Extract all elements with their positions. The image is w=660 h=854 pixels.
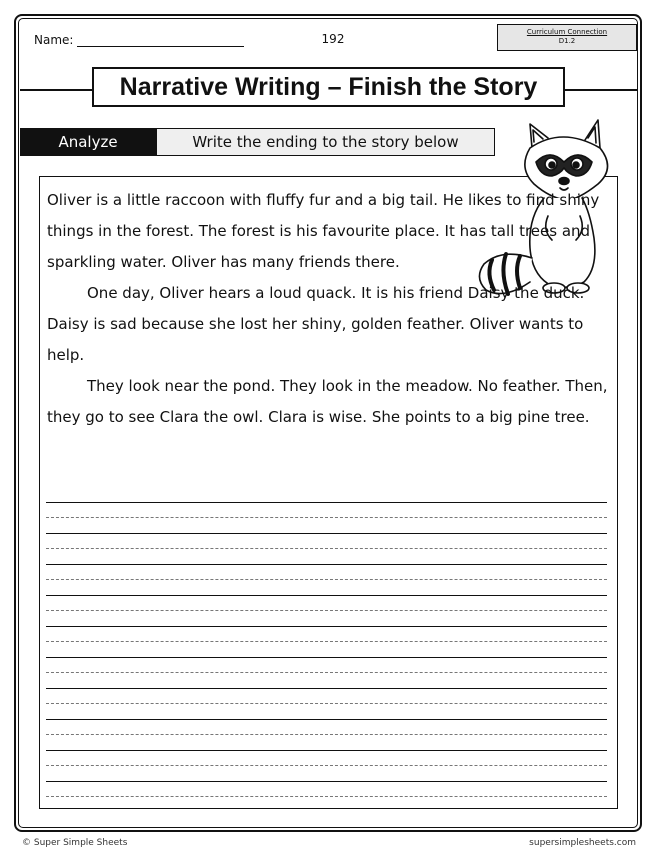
writing-line[interactable] <box>46 688 607 719</box>
writing-line-dashed <box>46 641 607 642</box>
story-paragraph-2: One day, Oliver hears a loud quack. It is his friend Daisy the duck. Daisy is sad because she lost her shiny, golden feather. Oliver wants to help. <box>47 284 585 364</box>
writing-line[interactable] <box>46 595 607 626</box>
curriculum-connection-title: Curriculum Connection <box>526 28 608 36</box>
curriculum-code: D1.2 <box>558 37 576 45</box>
writing-line[interactable] <box>46 626 607 657</box>
title-rule-left <box>20 89 92 91</box>
writing-line-solid <box>46 564 607 565</box>
writing-line-dashed <box>46 796 607 797</box>
page-title: Narrative Writing – Finish the Story <box>92 67 565 107</box>
writing-line-solid <box>46 750 607 751</box>
writing-line[interactable] <box>46 657 607 688</box>
writing-line-solid <box>46 595 607 596</box>
writing-line-solid <box>46 688 607 689</box>
writing-area[interactable] <box>46 502 607 812</box>
writing-line-solid <box>46 502 607 503</box>
writing-line-solid <box>46 719 607 720</box>
writing-line-dashed <box>46 579 607 580</box>
writing-line-solid <box>46 657 607 658</box>
task-label: Analyze <box>20 128 156 156</box>
name-label: Name: <box>34 33 74 47</box>
writing-line-solid <box>46 781 607 782</box>
writing-line[interactable] <box>46 564 607 595</box>
story-paragraph-3: They look near the pond. They look in the meadow. No feather. Then, they go to see Clara the owl. Clara is wise. She points to a big pine tree. <box>47 377 608 426</box>
writing-line-dashed <box>46 610 607 611</box>
title-rule-right <box>565 89 637 91</box>
writing-line[interactable] <box>46 750 607 781</box>
task-instruction: Write the ending to the story below <box>156 128 495 156</box>
story-text <box>47 185 610 433</box>
writing-line[interactable] <box>46 502 607 533</box>
curriculum-connection-box <box>497 24 637 51</box>
page-number: 192 <box>321 32 345 46</box>
writing-line-solid <box>46 626 607 627</box>
writing-line-solid <box>46 533 607 534</box>
writing-line[interactable] <box>46 719 607 750</box>
writing-line-dashed <box>46 548 607 549</box>
writing-line-dashed <box>46 765 607 766</box>
name-field-line[interactable] <box>77 46 244 47</box>
story-paragraph-1: Oliver is a little raccoon with fluffy fur and a big tail. He likes to find shiny things in the forest. The forest is his favourite place. It has tall trees and sparkling water. Oliver has many friends there. <box>47 191 600 271</box>
writing-line[interactable] <box>46 533 607 564</box>
writing-line[interactable] <box>46 781 607 812</box>
writing-line-dashed <box>46 703 607 704</box>
footer-copyright: © Super Simple Sheets <box>22 838 128 848</box>
writing-line-dashed <box>46 672 607 673</box>
writing-line-dashed <box>46 517 607 518</box>
writing-line-dashed <box>46 734 607 735</box>
footer-website[interactable]: supersimplesheets.com <box>529 838 636 848</box>
